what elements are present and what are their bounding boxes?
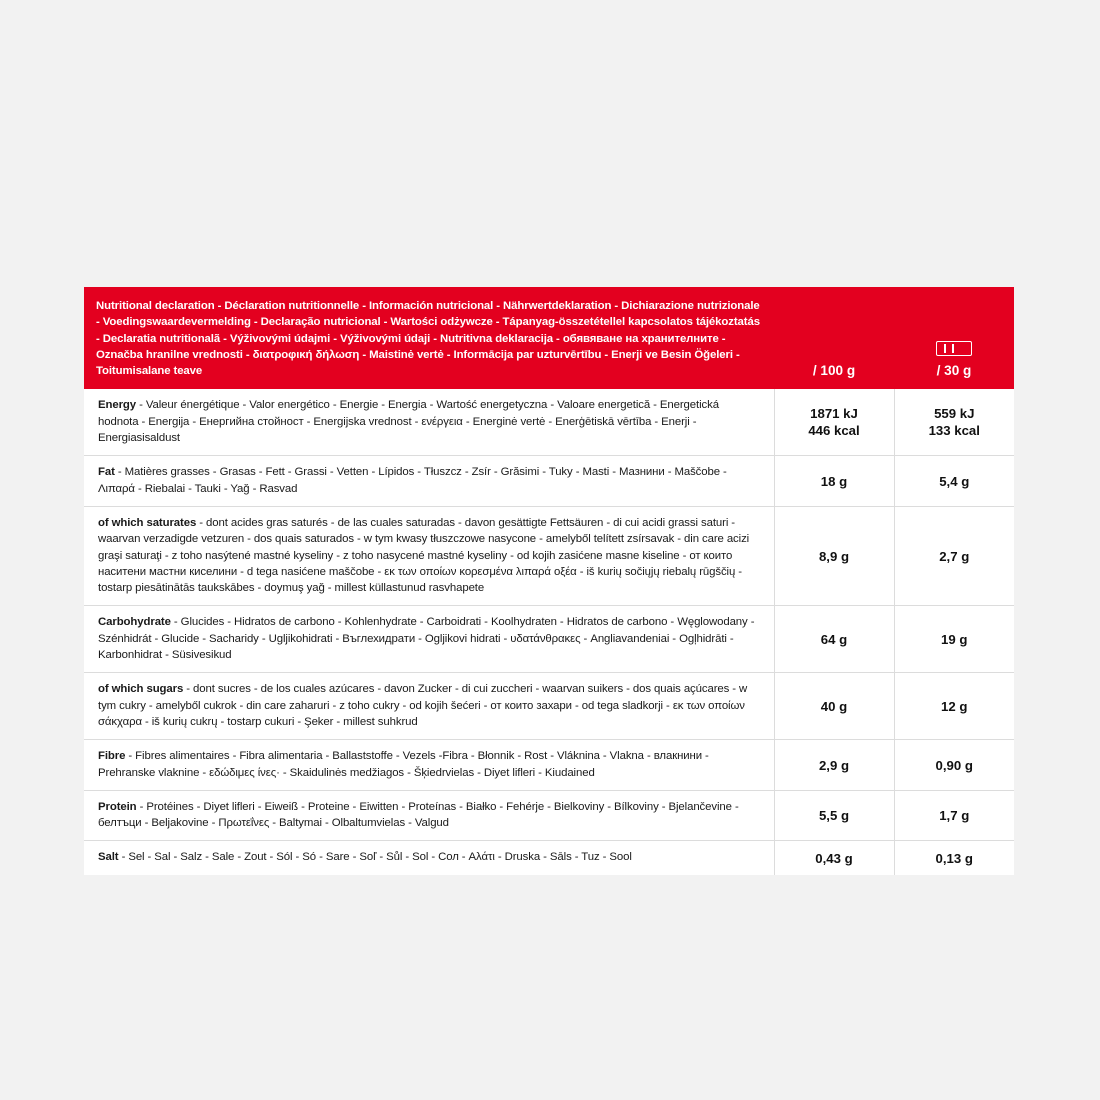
header-icon-spacer [774, 343, 894, 363]
value-per-100g [774, 456, 894, 507]
table-row [84, 790, 1014, 841]
nutrient-name: Energy [98, 399, 137, 412]
table-row [84, 506, 1014, 605]
nutrient-translations: - dont sucres - de los cuales azúcares - davon Zucker - di cui zuccheri - waarvan suikers - dos quais açúcares - w tym cukry - amelyből cukrok - din care zaharuri - z toho cukry - od kojih šećeri - от които захари - od tega sladkorji - εκ των οποίων σάκχαρα - iš kurių cukrų - tostarp cukuri - Şeker - millest suhkrud [98, 683, 748, 728]
value-per-30g-line: 133 kcal [928, 423, 980, 439]
value-per-30g [894, 673, 1014, 740]
value-per-100g [774, 740, 894, 791]
column-header-per-30g [894, 287, 1014, 389]
nutritional-declaration-languages: Nutritional declaration - Déclaration nutritionnelle - Información nutricional - Nährwertdeklaration - Dichiarazione nutrizionale - Voedingswaardevermelding - Declaração nutricional - Wartości odżywcze - Tápanyag-összetétellel kapcsolatos tájékoztatás - Declaratia nutritionalã - Výživovými údajmi - Výživovými údaji - Nutritivna deklaracija - обявяване на хранителните - Označba hranilne vrednosti - διατροφική δήλωση - Maistinė vertė - Informācija par uzturvērtību - Enerji ve Besin Öğeleri - Toitumisalane teave [84, 287, 774, 389]
nutrient-name: of which sugars [98, 683, 184, 696]
nutrient-label-cell [84, 456, 774, 507]
value-per-100g [774, 389, 894, 455]
value-per-30g [894, 841, 1014, 875]
nutrient-name: Fat [98, 466, 115, 479]
nutrition-table [84, 287, 1014, 875]
nutrient-label-cell [84, 673, 774, 740]
value-per-30g [894, 506, 1014, 605]
value-per-100g-line: 8,9 g [818, 548, 850, 564]
column-header-per-30g-label: / 30 g [936, 363, 972, 379]
value-per-100g [774, 606, 894, 673]
column-header-per-100g-label: / 100 g [812, 363, 856, 379]
value-per-100g [774, 506, 894, 605]
table-row [84, 841, 1014, 875]
nutrient-label-cell [84, 841, 774, 875]
value-per-100g-line: 18 g [820, 473, 848, 489]
nutrient-translations: - Matières grasses - Grasas - Fett - Grassi - Vetten - Lípidos - Tłuszcz - Zsír - Grăsimi - Tuky - Masti - Мазнини - Maščobe - Λιπαρά - Riebalai - Tauki - Yağ - Rasvad [98, 466, 727, 495]
value-per-30g [894, 606, 1014, 673]
nutrient-name: Carbohydrate [98, 616, 171, 629]
value-per-100g-line: 0,43 g [815, 850, 853, 866]
value-per-100g-line: 1871 kJ [810, 406, 858, 422]
value-per-30g [894, 790, 1014, 841]
nutrient-label-cell [84, 389, 774, 455]
nutrient-translations: - Fibres alimentaires - Fibra alimentaria - Ballaststoffe - Vezels -Fibra - Błonnik - Rost - Vláknina - Vlakna - влакнини - Prehranske vlaknine - εδώδιμες ίνες· - Skaidulinės medžiagos - Šķiedrvielas - Diyet lifleri - Kiudained [98, 750, 709, 779]
table-header [84, 287, 1014, 389]
table-row [84, 606, 1014, 673]
value-per-30g-line: 19 g [941, 631, 968, 647]
value-per-30g-line: 1,7 g [939, 808, 970, 824]
nutrient-label-cell [84, 740, 774, 791]
nutrient-translations: - Valeur énergétique - Valor energético - Energie - Energia - Wartość energetyczna - Valoare energetică - Energetická hodnota - Energija - Енергийна стойност - Energijska vrednost - ενέργεια - Energinė vertė - Enerģētiskā vērtība - Enerji - Energiasisaldust [98, 399, 719, 445]
nutrient-label-cell [84, 606, 774, 673]
nutrition-table-container [84, 287, 1014, 875]
value-per-100g [774, 790, 894, 841]
value-per-30g-line: 0,90 g [935, 757, 973, 773]
value-per-100g-line: 40 g [820, 698, 848, 714]
value-per-30g-line: 0,13 g [935, 850, 973, 866]
nutrient-name: Salt [98, 851, 119, 864]
table-row [84, 740, 1014, 791]
nutrient-name: Protein [98, 800, 137, 813]
nutrient-label-cell [84, 790, 774, 841]
nutrient-translations: - Protéines - Diyet lifleri - Eiweiß - Proteine - Eiwitten - Proteínas - Białko - Fehérje - Bielkoviny - Bílkoviny - Bjelančevine - белтъци - Beljakovine - Πρωτεΐνες - Baltymai - Olbaltumvielas - Valgud [98, 800, 739, 830]
value-per-100g-line: 2,9 g [818, 757, 850, 773]
nutrient-translations: - Glucides - Hidratos de carbono - Kohlenhydrate - Carboidrati - Koolhydraten - Hidratos de carbono - Węglowodany - Szénhidrát - Glucide - Sacharidy - Ugljikohidrati - Въглехидрати - Ogljikovi hidrati - υδατάνθρακες - Angliavandeniai - Ogļhidrāti - Karbonhidrat - Süsivesikud [98, 616, 755, 662]
value-per-30g [894, 740, 1014, 791]
table-row [84, 456, 1014, 507]
table-header-row [84, 287, 1014, 389]
nutrient-translations: - dont acides gras saturés - de las cuales saturadas - davon gesättigte Fettsäuren - di cui acidi grassi saturi - waarvan verzadigde vetzuren - dos quais saturados - w tym kwasy tłuszczowe nasycone - amelyből telített zsírsavak - din care acizi graşi saturaţi - z toho nasýtené mastné kyseliny - z toho nasycené mastné kyseliny - od kojih zasićene masne kiseline - от които наситени мастни киселини - d tega nasićene maščobe - εκ των οποίων κορεσμένα λιπαρά οξέα - iš kurių sočiųjų riebalų rūgščių - tostarp piesātinātās taukskābes - doymuş yağ - millest küllastunud rasvhapete [98, 516, 750, 595]
bar-icon [936, 341, 972, 356]
value-per-30g [894, 389, 1014, 455]
value-per-30g-line: 5,4 g [939, 473, 970, 489]
value-per-100g-line: 64 g [820, 631, 848, 647]
table-body [84, 389, 1014, 874]
value-per-100g [774, 673, 894, 740]
column-header-per-100g [774, 287, 894, 389]
value-per-30g-line: 12 g [941, 698, 968, 714]
value-per-100g-line: 5,5 g [818, 808, 850, 824]
value-per-30g-line: 559 kJ [934, 406, 975, 422]
value-per-100g [774, 841, 894, 875]
nutrient-label-cell [84, 506, 774, 605]
table-row [84, 673, 1014, 740]
value-per-100g-line: 446 kcal [808, 423, 860, 439]
value-per-30g-line: 2,7 g [939, 548, 970, 564]
nutrient-translations: - Sel - Sal - Salz - Sale - Zout - Sól - Só - Sare - Soľ - Sůl - Sol - Сол - Αλάτι - Druska - Sāls - Tuz - Sool [118, 851, 632, 864]
nutrient-name: Fibre [98, 750, 126, 763]
nutrient-name: of which saturates [98, 516, 197, 529]
table-row [84, 389, 1014, 455]
value-per-30g [894, 456, 1014, 507]
